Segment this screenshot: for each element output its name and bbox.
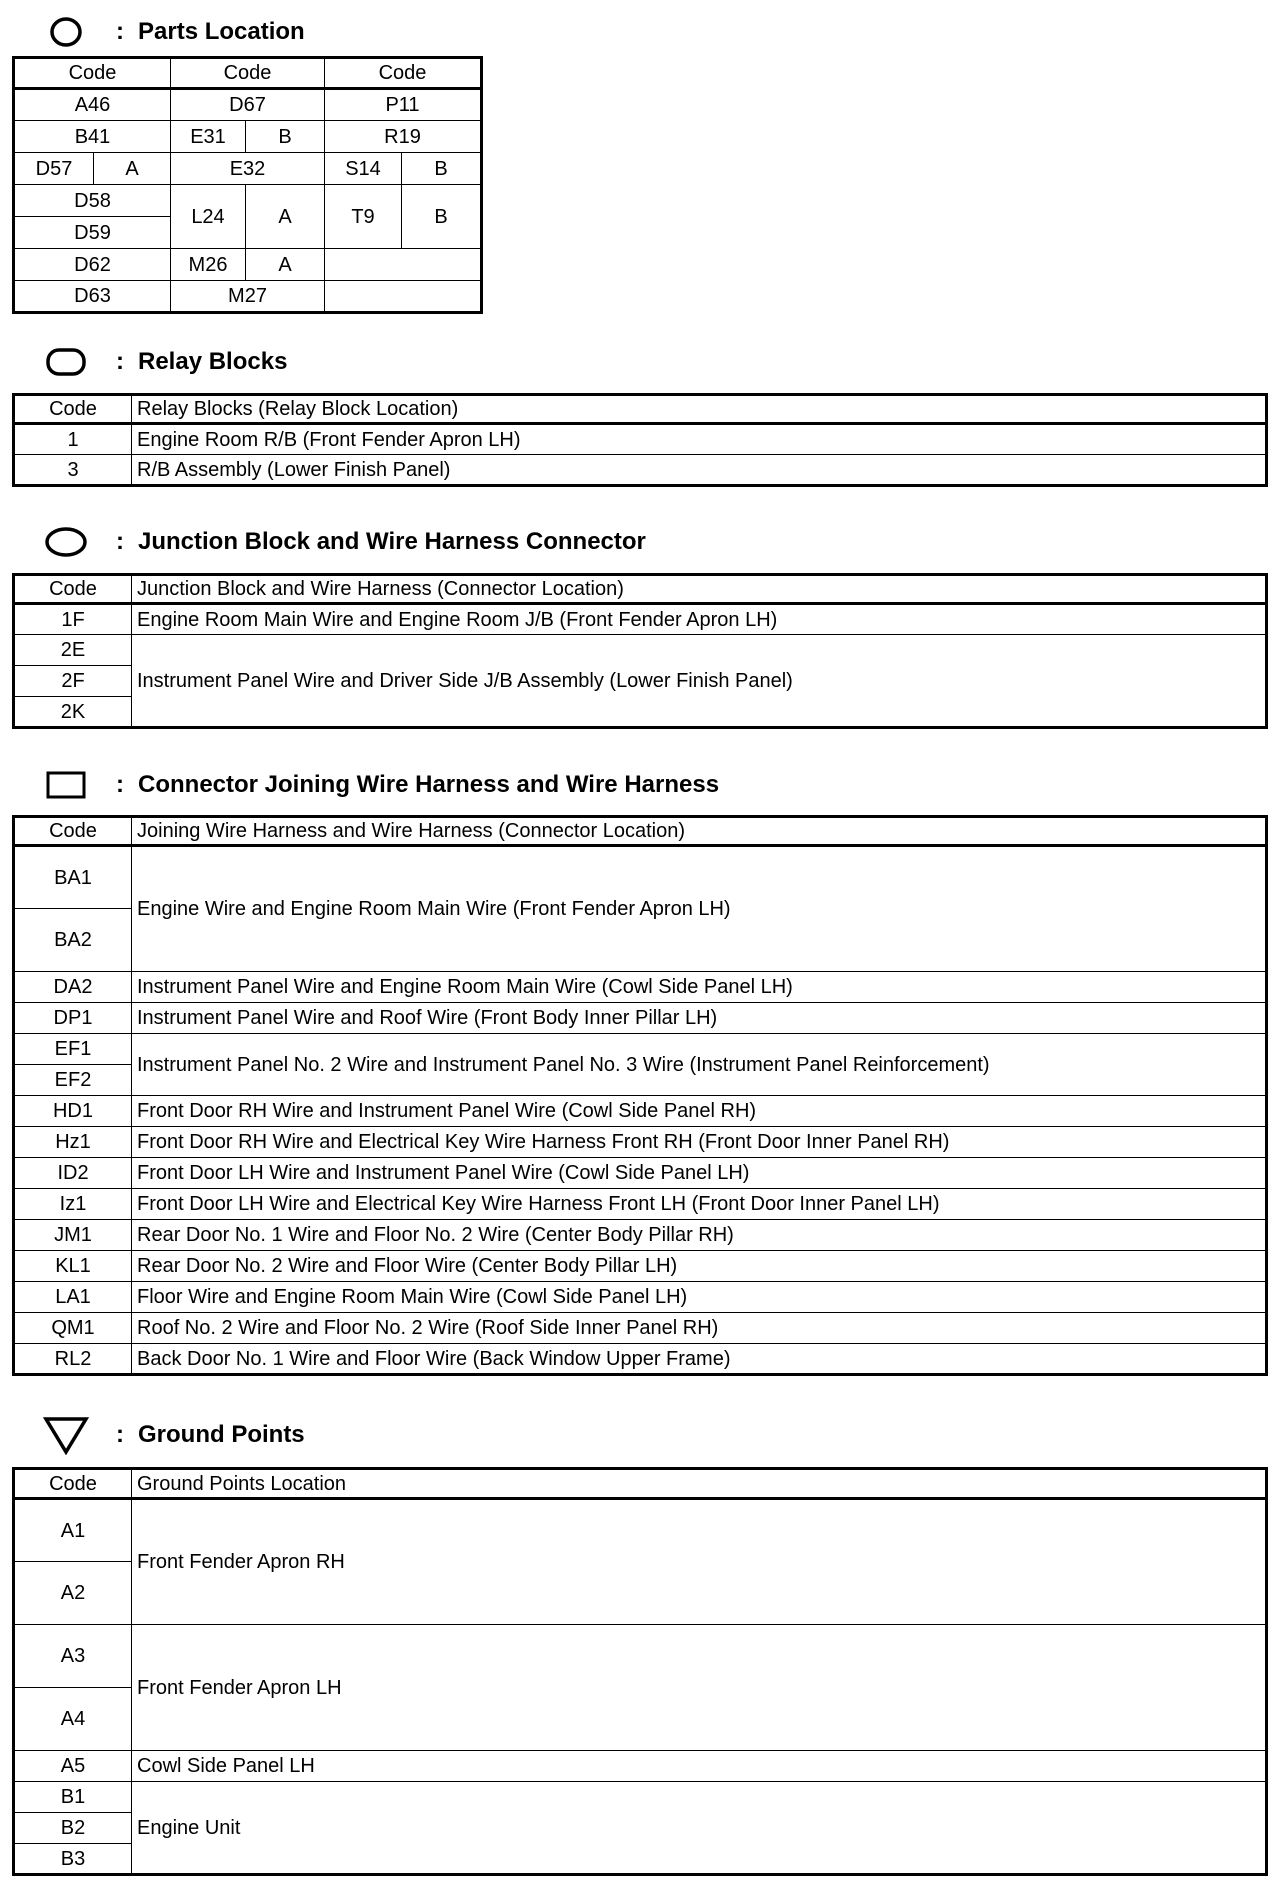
code-cell: B41 [14,121,171,153]
header-cell: Code [325,58,482,89]
location-cell: Back Door No. 1 Wire and Floor Wire (Back Window Upper Frame) [132,1344,1267,1375]
location-cell: Front Fender Apron LH [132,1625,1267,1751]
ground-points-header [36,1415,305,1455]
code-cell: M26 [171,249,246,281]
ground-points-table [12,1467,1268,1876]
code-cell: B2 [14,1813,132,1844]
code-cell: M27 [171,281,325,313]
code-cell [325,249,482,281]
header-cell: Code [14,1469,132,1499]
code-cell: R19 [325,121,482,153]
separator: : [116,771,124,798]
code-cell: LA1 [14,1282,132,1313]
code-cell: T9 [325,185,402,249]
code-cell [325,281,482,313]
code-cell: B3 [14,1844,132,1875]
separator: : [116,348,124,375]
location-cell: R/B Assembly (Lower Finish Panel) [132,455,1267,486]
section-title: Ground Points [138,1421,305,1448]
location-cell: Front Fender Apron RH [132,1499,1267,1625]
location-cell: Front Door LH Wire and Instrument Panel Wire (Cowl Side Panel LH) [132,1158,1267,1189]
parts-location-table [12,56,483,314]
code-cell: S14 [325,153,402,185]
oval-icon [36,522,96,562]
code-cell: A [246,249,325,281]
code-cell: P11 [325,89,482,121]
code-cell: A1 [14,1499,132,1562]
code-cell: Hz1 [14,1127,132,1158]
location-cell: Rear Door No. 2 Wire and Floor Wire (Center Body Pillar LH) [132,1251,1267,1282]
junction-block-table [12,573,1268,729]
code-cell: KL1 [14,1251,132,1282]
code-cell: L24 [171,185,246,249]
header-cell: Code [14,395,132,424]
section-title: Connector Joining Wire Harness and Wire Harness [138,771,720,798]
relay-blocks-header [36,342,287,382]
connector-header [36,765,719,805]
code-cell: D67 [171,89,325,121]
code-cell: 2F [14,666,132,697]
location-cell: Front Door RH Wire and Electrical Key Wire Harness Front RH (Front Door Inner Panel RH) [132,1127,1267,1158]
triangle-down-icon [36,1415,96,1455]
header-cell: Code [14,817,132,846]
code-cell: D63 [14,281,171,313]
location-cell: Floor Wire and Engine Room Main Wire (Cowl Side Panel LH) [132,1282,1267,1313]
section-title: Parts Location [138,18,305,45]
code-cell: A [246,185,325,249]
separator: : [116,1421,124,1448]
code-cell: B [402,185,482,249]
code-cell: E31 [171,121,246,153]
circle-icon [36,12,96,52]
rounded-rect-icon [36,342,96,382]
code-cell: DP1 [14,1003,132,1034]
location-cell: Front Door LH Wire and Electrical Key Wire Harness Front LH (Front Door Inner Panel LH) [132,1189,1267,1220]
separator: : [116,528,124,555]
location-cell: Rear Door No. 1 Wire and Floor No. 2 Wire (Center Body Pillar RH) [132,1220,1267,1251]
code-cell: A2 [14,1562,132,1625]
square-icon [36,765,96,805]
header-cell: Relay Blocks (Relay Block Location) [132,395,1267,424]
code-cell: EF1 [14,1034,132,1065]
code-cell: DA2 [14,972,132,1003]
code-cell: 1 [14,424,132,455]
location-cell: Cowl Side Panel LH [132,1751,1267,1782]
location-cell: Engine Room Main Wire and Engine Room J/B (Front Fender Apron LH) [132,604,1267,635]
code-cell: Iz1 [14,1189,132,1220]
code-cell: A4 [14,1688,132,1751]
header-cell: Ground Points Location [132,1469,1267,1499]
code-cell: A5 [14,1751,132,1782]
code-cell: D62 [14,249,171,281]
code-cell: D59 [14,217,171,249]
code-cell: B [402,153,482,185]
relay-blocks-table [12,393,1268,487]
code-cell: 2E [14,635,132,666]
section-title: Relay Blocks [138,348,288,375]
code-cell: RL2 [14,1344,132,1375]
connector-table [12,815,1268,1376]
code-cell: EF2 [14,1065,132,1096]
code-cell: B1 [14,1782,132,1813]
location-cell: Instrument Panel Wire and Driver Side J/B Assembly (Lower Finish Panel) [132,635,1267,728]
code-cell: B [246,121,325,153]
header-cell: Code [14,58,171,89]
code-cell: A3 [14,1625,132,1688]
location-cell: Engine Unit [132,1782,1267,1875]
location-cell: Roof No. 2 Wire and Floor No. 2 Wire (Roof Side Inner Panel RH) [132,1313,1267,1344]
code-cell: A46 [14,89,171,121]
header-cell: Junction Block and Wire Harness (Connector Location) [132,575,1267,604]
junction-block-header [36,522,646,562]
code-cell: E32 [171,153,325,185]
code-cell: D57 [14,153,94,185]
location-cell: Engine Room R/B (Front Fender Apron LH) [132,424,1267,455]
code-cell: BA2 [14,909,132,972]
separator: : [116,18,124,45]
code-cell: JM1 [14,1220,132,1251]
parts-location-header [36,12,305,52]
header-cell: Code [14,575,132,604]
code-cell: HD1 [14,1096,132,1127]
code-cell: 1F [14,604,132,635]
location-cell: Instrument Panel Wire and Engine Room Main Wire (Cowl Side Panel LH) [132,972,1267,1003]
code-cell: D58 [14,185,171,217]
code-cell: QM1 [14,1313,132,1344]
section-title: Junction Block and Wire Harness Connector [138,528,646,555]
code-cell: A [94,153,171,185]
code-cell: ID2 [14,1158,132,1189]
location-cell: Instrument Panel Wire and Roof Wire (Front Body Inner Pillar LH) [132,1003,1267,1034]
code-cell: 2K [14,697,132,728]
location-cell: Front Door RH Wire and Instrument Panel Wire (Cowl Side Panel RH) [132,1096,1267,1127]
code-cell: 3 [14,455,132,486]
location-cell: Instrument Panel No. 2 Wire and Instrument Panel No. 3 Wire (Instrument Panel Reinforcement) [132,1034,1267,1096]
code-cell: BA1 [14,846,132,909]
header-cell: Joining Wire Harness and Wire Harness (Connector Location) [132,817,1267,846]
header-cell: Code [171,58,325,89]
location-cell: Engine Wire and Engine Room Main Wire (Front Fender Apron LH) [132,846,1267,972]
